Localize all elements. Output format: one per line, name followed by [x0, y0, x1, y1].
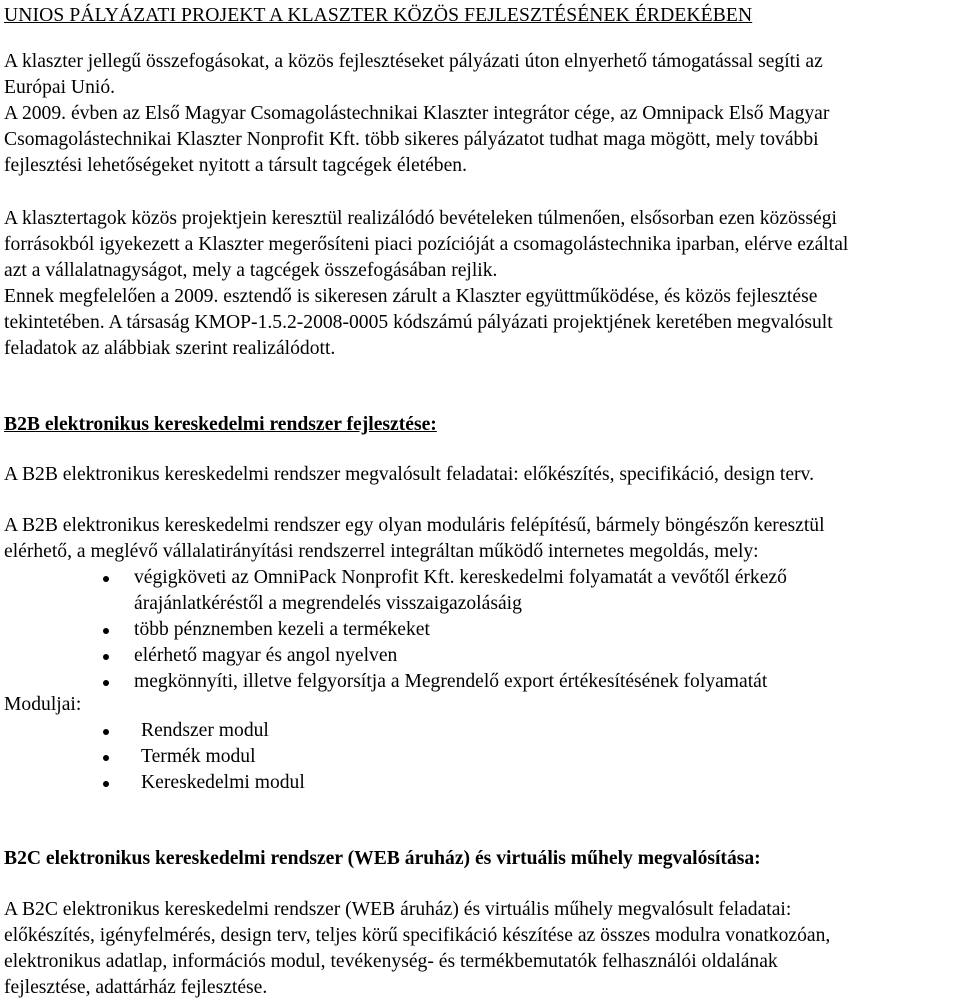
b2c-line: elektronikus adatlap, információs modul, tevékenység- és termékbemutatók felhasználói oldalának [4, 951, 778, 972]
list-item: megkönnyíti, illetve felgyorsítja a Megrendelő export értékesítésének folyamatát [4, 669, 954, 695]
b2b-heading [4, 412, 954, 438]
intro-line: Európai Unió. [4, 77, 116, 98]
bullet-icon [103, 654, 109, 660]
intro-line: A klaszter jellegű összefogásokat, a közös fejlesztéseket pályázati úton elnyerhető támogatással segíti az [4, 51, 823, 72]
bullet-icon [103, 576, 109, 582]
intro-line: A 2009. évben az Első Magyar Csomagolástechnikai Klaszter integrátor cége, az Omnipack Első Magyar [4, 103, 830, 124]
cluster-line: forrásokból igyekezett a Klaszter megerősíteni piaci pozícióját a csomagolástechnika iparban, elérve ezáltal [4, 234, 849, 255]
intro-line: Csomagolástechnikai Klaszter Nonprofit Kft. több sikeres pályázatot tudhat maga mögött, mely további [4, 129, 819, 150]
b2c-heading [4, 846, 954, 872]
module-item: Rendszer modul [4, 718, 954, 744]
cluster-paragraph [4, 206, 954, 362]
page-title: UNIOS PÁLYÁZATI PROJEKT A KLASZTER KÖZÖS FEJLESZTÉSÉNEK ÉRDEKÉBEN [4, 5, 753, 26]
b2b-description [4, 513, 954, 565]
modules-list [4, 718, 954, 796]
bullet-icon [103, 729, 109, 735]
list-item: több pénznemben kezeli a termékeket [4, 617, 954, 643]
b2c-heading-text: B2C elektronikus kereskedelmi rendszer (WEB áruház) és virtuális műhely megvalósítása: [4, 848, 761, 869]
modules-label: Moduljai: [4, 694, 82, 715]
bullet-icon [103, 628, 109, 634]
bullet-icon [103, 680, 109, 686]
b2b-desc-line: elérhető, a meglévő vállalatirányítási rendszerrel integráltan működő internetes megoldás, mely: [4, 541, 759, 562]
module-item: Kereskedelmi modul [4, 770, 954, 796]
b2c-paragraph [4, 897, 954, 1001]
list-item: végigköveti az OmniPack Nonprofit Kft. kereskedelmi folyamatát a vevőtől érkező árajánlatkéréstől a megrendelés visszaigazolásáig [4, 565, 954, 617]
intro-line: fejlesztési lehetőségeket nyitott a társult tagcégek életében. [4, 155, 467, 176]
cluster-line: Ennek megfelelően a 2009. esztendő is sikeresen zárult a Klaszter együttműködése, és közös fejlesztése [4, 286, 818, 307]
cluster-line: feladatok az alábbiak szerint realizálódott. [4, 338, 336, 359]
b2b-feature-list [4, 565, 954, 695]
b2b-desc-line: A B2B elektronikus kereskedelmi rendszer egy olyan moduláris felépítésű, bármely böngészőn keresztül [4, 515, 825, 536]
b2c-line: előkészítés, igényfelmérés, design terv, teljes körű specifikáció készítése az összes modulra vonatkozóan, [4, 925, 831, 946]
list-item: elérhető magyar és angol nyelven [4, 643, 954, 669]
b2c-line: A B2C elektronikus kereskedelmi rendszer (WEB áruház) és virtuális műhely megvalósult feladatai: [4, 899, 792, 920]
intro-paragraph [4, 49, 954, 179]
bullet-icon [103, 781, 109, 787]
b2b-heading-text: B2B elektronikus kereskedelmi rendszer fejlesztése: [4, 414, 437, 435]
bullet-icon [103, 755, 109, 761]
cluster-line: A klasztertagok közös projektjein keresztül realizálódó bevételeken túlmenően, elsősorban ezen közösségi [4, 208, 837, 229]
cluster-line: azt a vállalatnagyságot, mely a tagcégek összefogásában rejlik. [4, 260, 498, 281]
b2c-line: fejlesztése, adattárház fejlesztése. [4, 977, 268, 998]
module-item: Termék modul [4, 744, 954, 770]
cluster-line: tekintetében. A társaság KMOP-1.5.2-2008-0005 kódszámú pályázati projektjének keretében megvalósult [4, 312, 833, 333]
b2b-tasks [4, 462, 954, 488]
b2b-tasks-text: A B2B elektronikus kereskedelmi rendszer megvalósult feladatai: előkészítés, specifikáció, design terv. [4, 464, 814, 485]
